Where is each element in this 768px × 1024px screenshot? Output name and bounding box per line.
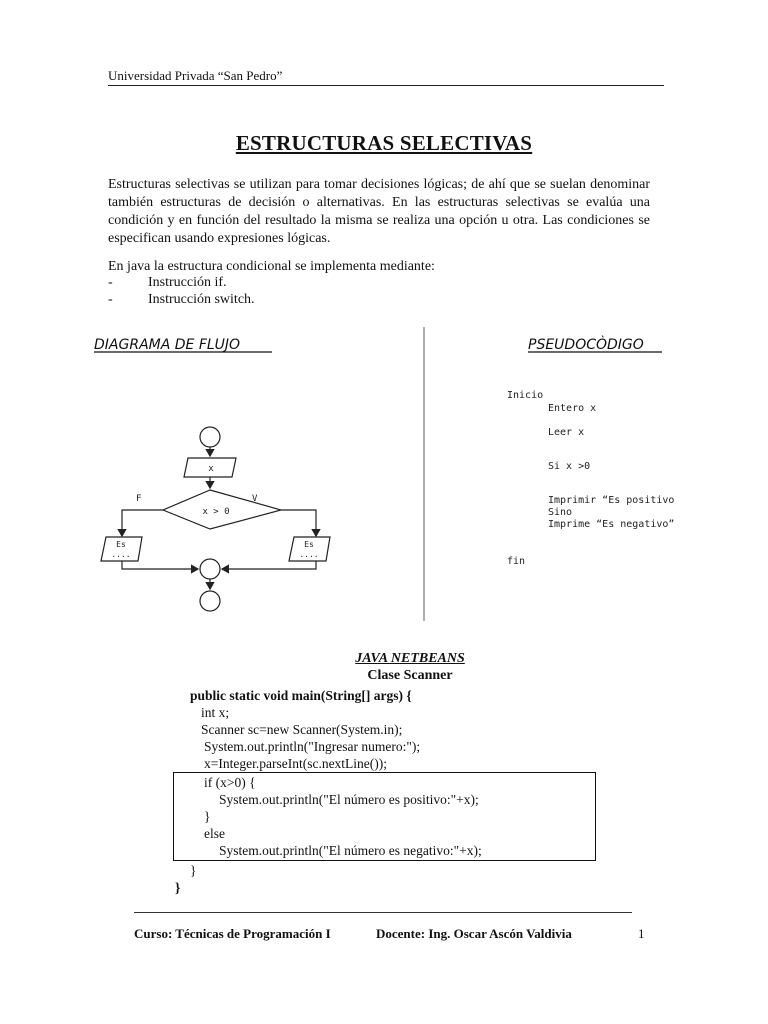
true-label: V	[252, 494, 258, 504]
pseudocode-line: Si x >0	[548, 461, 591, 472]
pseudocode-line: Inicio	[507, 390, 544, 401]
true-branch-line	[281, 510, 316, 536]
code-heading: JAVA NETBEANS	[355, 651, 465, 666]
header-rule	[108, 85, 664, 86]
pseudocode-line: Entero x	[548, 403, 597, 414]
pseudocode-line: Imprime “Es negativo”	[548, 519, 675, 530]
footer-teacher: Docente: Ing. Oscar Ascón Valdivia	[376, 926, 572, 941]
bullet-if: Instrucción if.	[148, 275, 227, 290]
merge-circle	[200, 559, 220, 579]
pseudocode-title: PSEUDOCÒDIGO	[528, 337, 644, 353]
pseudocode-line: fin	[507, 556, 526, 567]
code-line: }	[190, 863, 197, 878]
code-line: System.out.println("El número es negativo:"+x);	[219, 843, 482, 858]
code-line: else	[204, 826, 225, 841]
code-line: if (x>0) {	[204, 775, 256, 790]
code-line: Scanner sc=new Scanner(System.in);	[201, 722, 403, 737]
false-label: F	[136, 494, 142, 504]
false-merge-line	[122, 561, 198, 569]
decision-label: x > 0	[202, 507, 230, 517]
header-institution: Universidad Privada “San Pedro”	[108, 68, 283, 83]
start-circle	[200, 427, 220, 447]
bullet-dash-1: -	[108, 275, 113, 290]
page-number: 1	[638, 926, 645, 941]
false-branch-line	[122, 510, 163, 536]
code-line: int x;	[201, 705, 230, 720]
true-output-label: Es	[304, 540, 314, 549]
input-label: x	[208, 464, 214, 474]
code-line: public static void main(String[] args) {	[190, 688, 412, 703]
footer-course: Curso: Técnicas de Programación I	[134, 926, 331, 941]
java-intro: En java la estructura condicional se implementa mediante:	[108, 259, 435, 274]
code-line: System.out.println("Ingresar numero:");	[204, 739, 421, 754]
page-title: ESTRUCTURAS SELECTIVAS	[235, 131, 533, 155]
intro-paragraph: Estructuras selectivas se utilizan para tomar decisiones lógicas; de ahí que se suelan denominar también estructuras de decisión o alternativas. En las estructuras selectivas se evalúa una condición y en función del resultado la misma se realiza una opción u otra. Las condiciones se especifican usando expresiones lógicas.	[108, 177, 650, 246]
flowchart-title: DIAGRAMA DE FLUJO	[94, 337, 241, 353]
code-subheading: Clase Scanner	[367, 668, 453, 683]
true-output-dots: ....	[299, 550, 319, 559]
bullet-switch: Instrucción switch.	[148, 292, 255, 307]
footer-rule	[134, 912, 632, 913]
code-line: x=Integer.parseInt(sc.nextLine());	[204, 756, 388, 771]
flowchart-pseudocode-figure	[88, 325, 718, 625]
code-line: System.out.println("El número es positivo:"+x);	[219, 792, 479, 807]
false-output-label: Es	[116, 540, 126, 549]
pseudocode-line: Sino	[548, 507, 573, 518]
code-line: }	[204, 809, 211, 824]
end-circle	[200, 591, 220, 611]
pseudocode-line: Leer x	[548, 427, 585, 438]
bullet-dash-2: -	[108, 292, 113, 307]
code-line: }	[175, 880, 181, 895]
pseudocode-line: Imprimir “Es positivo	[548, 495, 675, 506]
false-output-dots: ....	[111, 550, 131, 559]
true-merge-line	[222, 561, 316, 569]
